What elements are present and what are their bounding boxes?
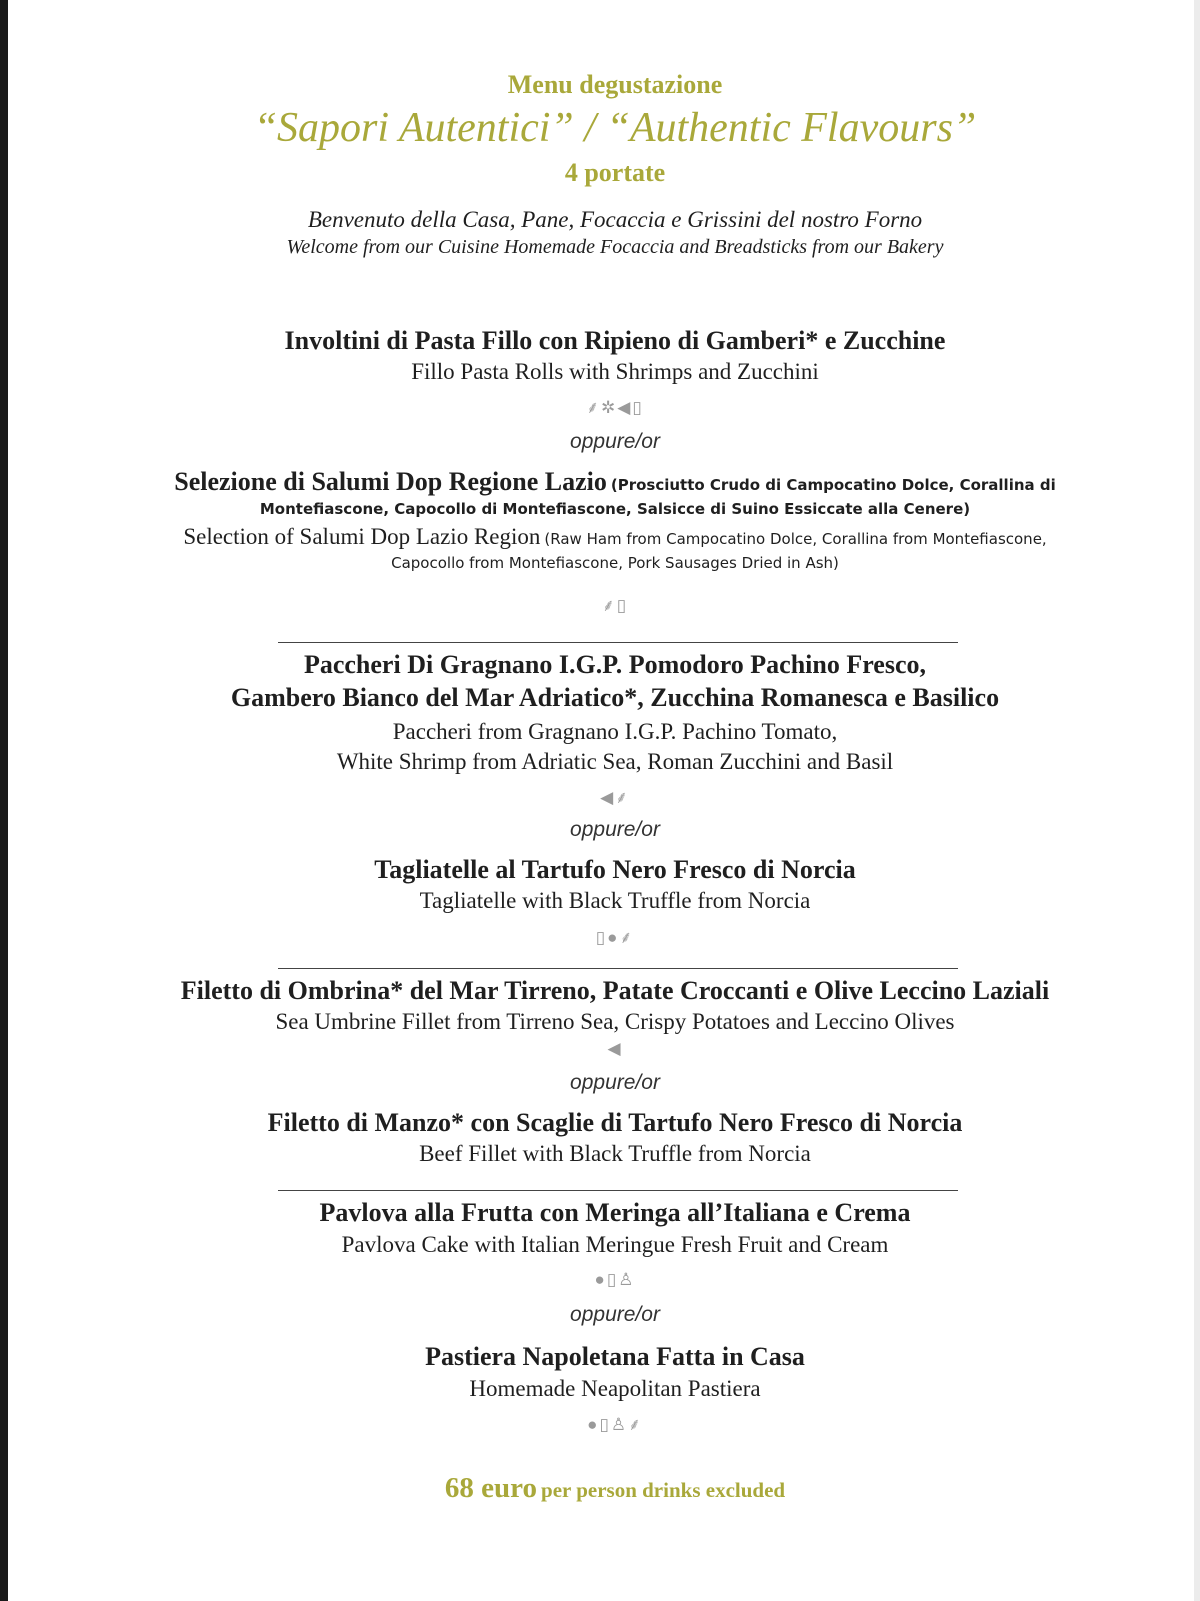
milk-icon: ▯ xyxy=(599,1415,611,1434)
dish-italian-note-cont: Montefiascone, Capocollo di Montefiascone, Salsicce di Suino Essiccate alla Cenere) xyxy=(259,500,971,518)
allergen-icons xyxy=(0,593,1200,616)
price-amount: 68 euro xyxy=(444,1472,538,1504)
or-separator: oppure/or xyxy=(570,818,660,841)
allergen-icons xyxy=(0,395,1200,418)
or-separator: oppure/or xyxy=(570,1071,660,1094)
dish-italian: Filetto di Ombrina* del Mar Tirreno, Patate Croccanti e Olive Leccino Laziali xyxy=(180,976,1050,1005)
allergen-icons xyxy=(0,1039,1200,1059)
milk-icon: ▯ xyxy=(606,1270,619,1289)
course-divider xyxy=(278,642,958,643)
dish-italian: Tagliatelle al Tartufo Nero Fresco di Norcia xyxy=(374,855,856,884)
price-note: per person drinks excluded xyxy=(541,1478,786,1502)
dish-english-note: (Raw Ham from Campocatino Dolce, Corallina from Montefiascone, xyxy=(544,530,1047,548)
dish-english: Sea Umbrine Fillet from Tirreno Sea, Crispy Potatoes and Leccino Olives xyxy=(275,1009,955,1034)
dish-italian: Paccheri Di Gragnano I.G.P. Pomodoro Pachino Fresco, xyxy=(303,650,927,679)
dish-italian: Selezione di Salumi Dop Regione Lazio xyxy=(174,467,607,496)
dish-english-cont: White Shrimp from Adriatic Sea, Roman Zucchini and Basil xyxy=(336,749,894,774)
dish-italian-cont: Gambero Bianco del Mar Adriatico*, Zucchina Romanesca e Basilico xyxy=(230,683,1000,712)
dish-english: Beef Fillet with Black Truffle from Norcia xyxy=(419,1141,811,1166)
gluten-icon: ⸙ xyxy=(601,596,617,615)
milk-icon: ▯ xyxy=(616,596,629,615)
allergen-icons xyxy=(0,925,1200,948)
dish-italian-note: (Prosciutto Crudo di Campocatino Dolce, Corallina di xyxy=(610,476,1056,494)
gluten-icon: ⸙ xyxy=(628,1415,643,1434)
allergen-icons xyxy=(0,1270,1200,1290)
menu-title: Menu degustazione xyxy=(507,70,723,99)
dish-english: Selection of Salumi Dop Lazio Region xyxy=(183,524,541,549)
course-count: 4 portate xyxy=(564,158,666,187)
dish-english: Pavlova Cake with Italian Meringue Fresh Fruit and Cream xyxy=(341,1232,889,1257)
milk-icon: ▯ xyxy=(595,928,608,947)
gluten-icon: ⸙ xyxy=(615,788,630,807)
gluten-icon: ⸙ xyxy=(619,928,635,947)
dish-italian-line xyxy=(0,467,1200,497)
egg-icon: ● xyxy=(594,1270,607,1289)
dish-english: Paccheri from Gragnano I.G.P. Pachino Tomato, xyxy=(392,719,838,744)
dish-italian: Pastiera Napoletana Fatta in Casa xyxy=(425,1342,805,1371)
course-divider xyxy=(278,968,958,969)
fish-icon: ◀ xyxy=(617,398,633,417)
dish-english: Tagliatelle with Black Truffle from Norcia xyxy=(419,888,811,913)
or-separator: oppure/or xyxy=(570,1303,660,1326)
dish-italian: Involtini di Pasta Fillo con Ripieno di Gamberi* e Zucchine xyxy=(284,326,946,355)
menu-name: “Sapori Autentici” / “Authentic Flavours” xyxy=(253,105,977,151)
gluten-icon: ⸙ xyxy=(586,398,602,417)
welcome-italian: Benvenuto della Casa, Pane, Focaccia e Grissini del nostro Forno xyxy=(307,207,923,232)
course-divider xyxy=(278,1190,958,1191)
crustacean-icon: ✲ xyxy=(601,398,618,417)
fish-icon: ◀ xyxy=(607,1039,623,1058)
dish-italian: Pavlova alla Frutta con Meringa all’Italiana e Crema xyxy=(319,1198,911,1227)
milk-icon: ▯ xyxy=(632,398,644,417)
egg-icon: ● xyxy=(587,1415,600,1434)
or-separator: oppure/or xyxy=(570,430,660,453)
welcome-english: Welcome from our Cuisine Homemade Focaccia and Breadsticks from our Bakery xyxy=(286,236,944,258)
sulphite-icon: ♙ xyxy=(610,1415,629,1434)
dish-english-line xyxy=(0,524,1200,550)
dish-english: Homemade Neapolitan Pastiera xyxy=(469,1376,761,1401)
allergen-icons xyxy=(0,1412,1200,1435)
dish-english-note-cont: Capocollo from Montefiascone, Pork Sausages Dried in Ash) xyxy=(391,554,839,572)
dish-english: Fillo Pasta Rolls with Shrimps and Zucchini xyxy=(411,359,819,384)
price-line xyxy=(0,1472,1200,1505)
fish-icon: ◀ xyxy=(600,788,616,807)
dish-italian: Filetto di Manzo* con Scaglie di Tartufo Nero Fresco di Norcia xyxy=(267,1108,963,1137)
allergen-icons xyxy=(0,785,1200,808)
egg-icon: ● xyxy=(607,928,620,947)
sulphite-icon: ♙ xyxy=(618,1270,636,1289)
